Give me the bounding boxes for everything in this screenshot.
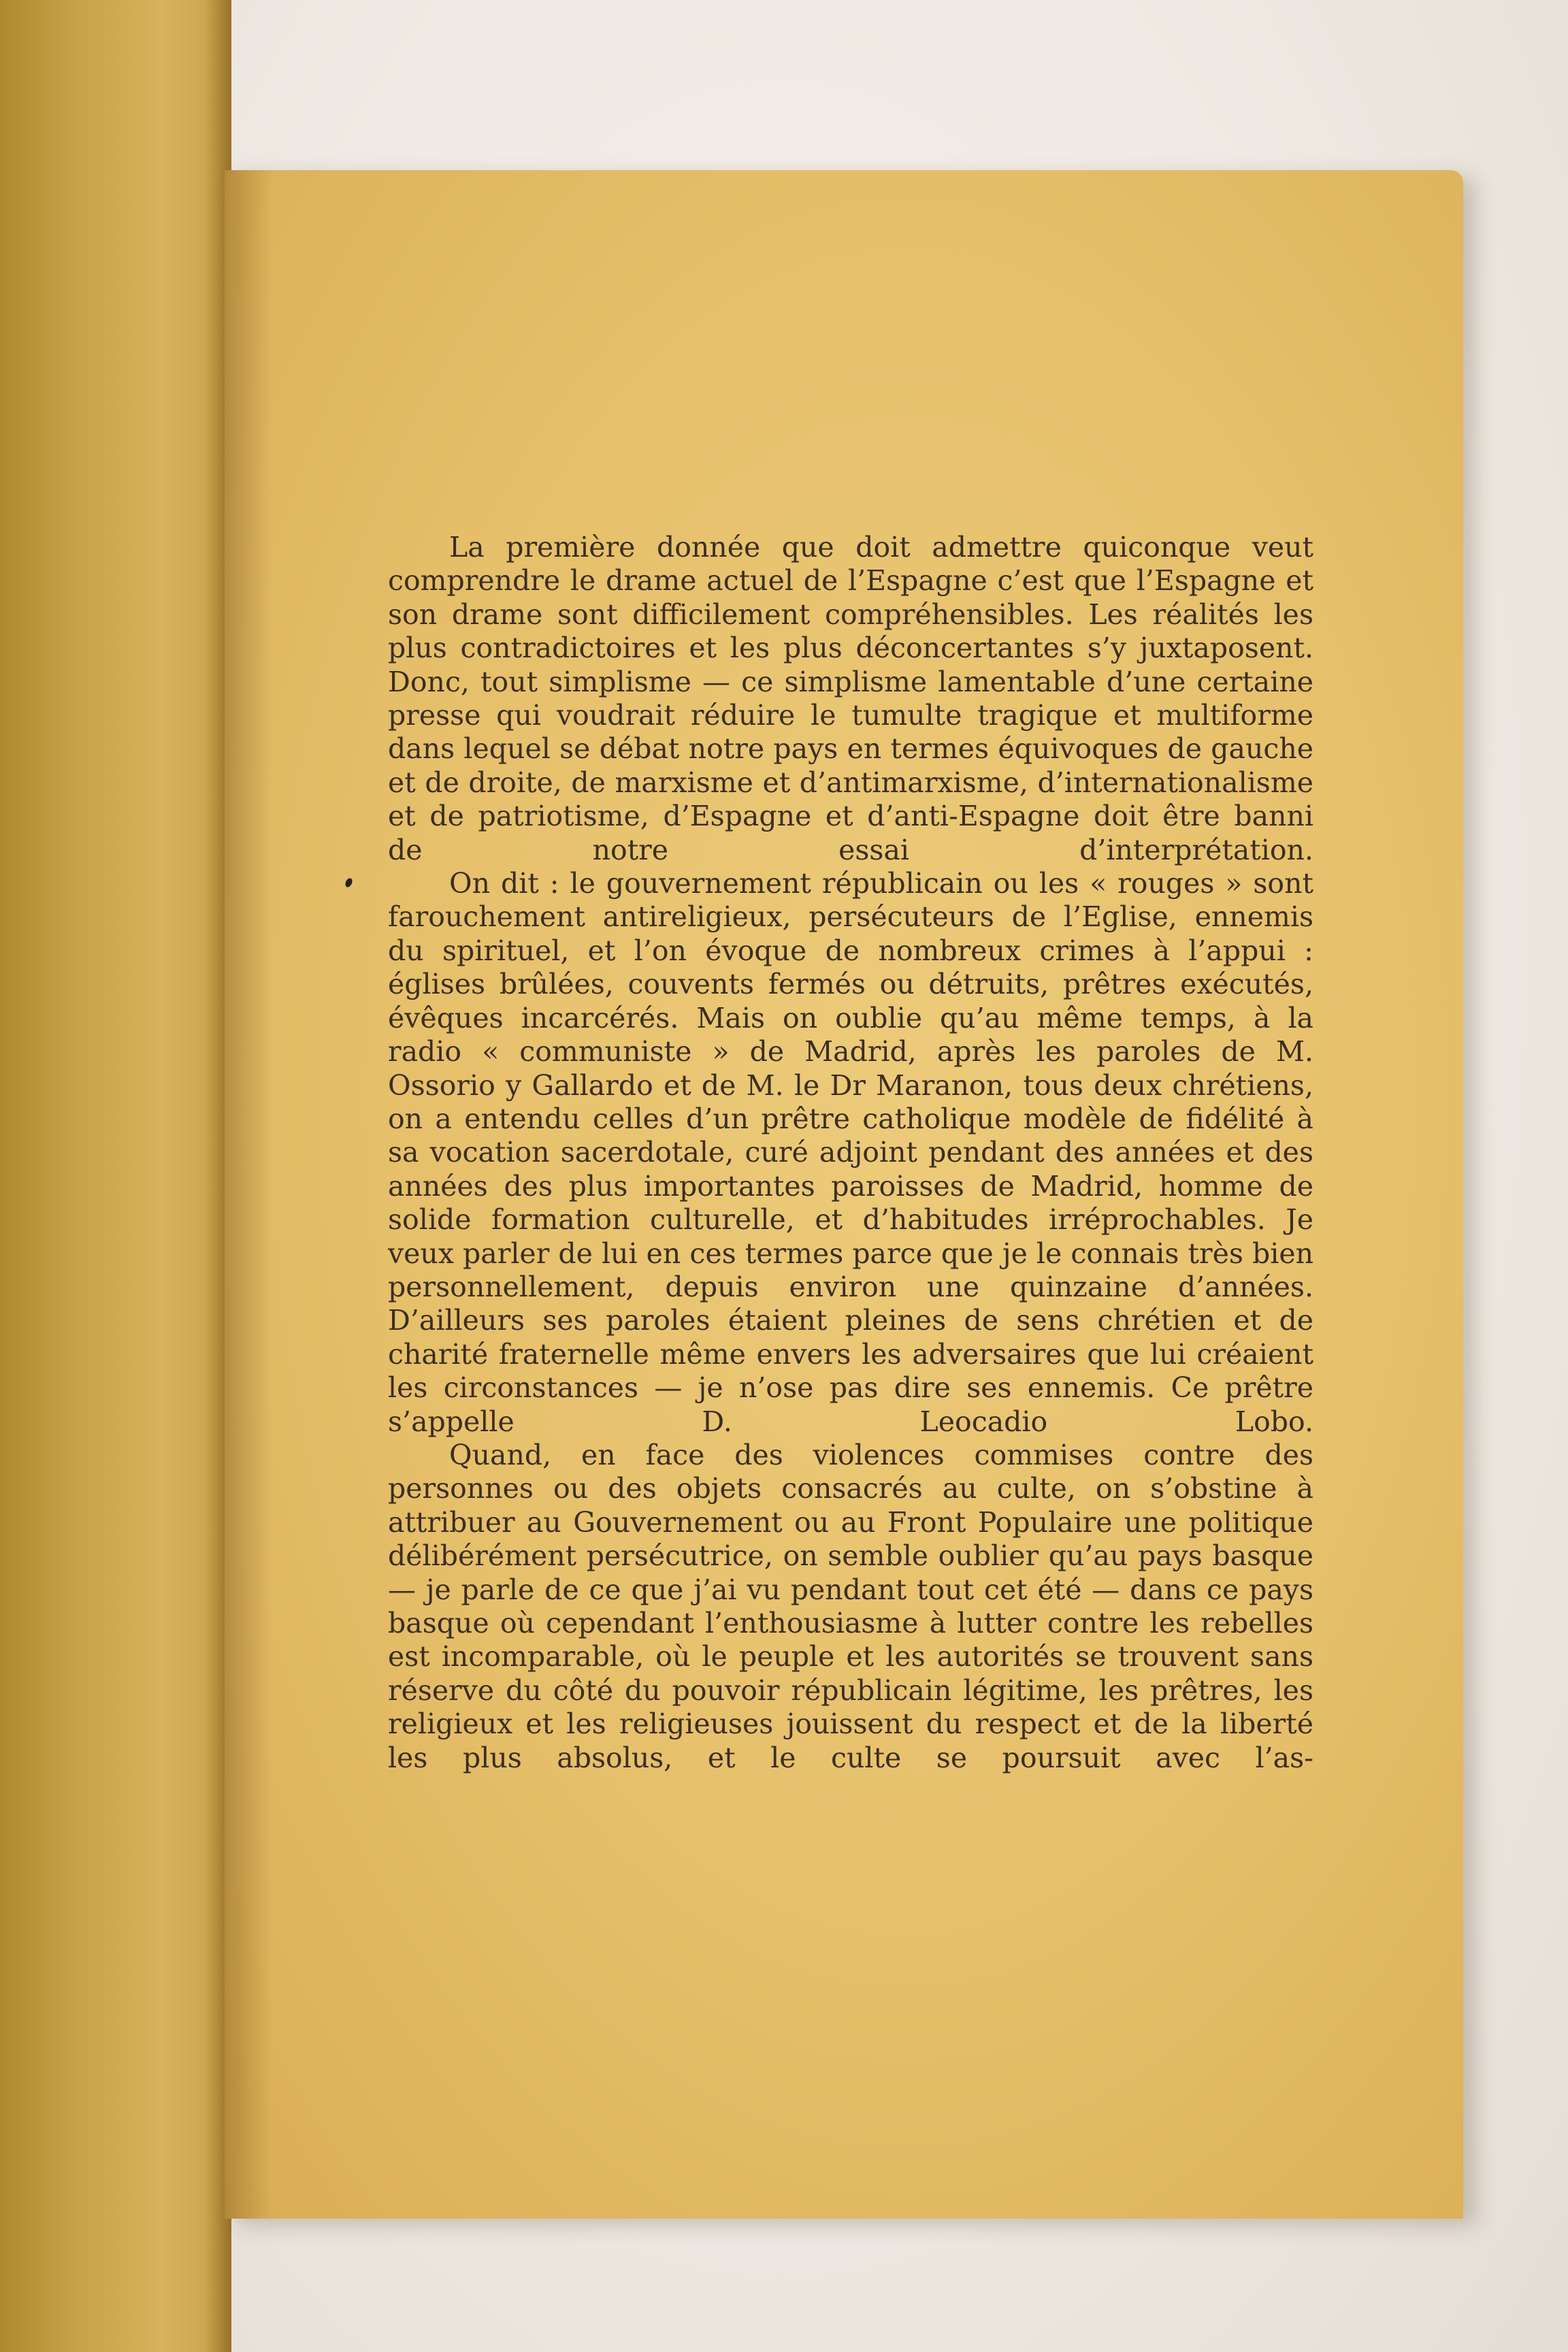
paragraph-1: La première donnée que doit admettre quiconque veut comprendre le drame actuel de l’Espagne c’est que l’Espagne et son drame sont difficilement compréhensibles. Les réalités les plus contradictoires et les plus déconcertantes s’y juxtaposent. Donc, tout simplisme — ce simplisme lamentable d’une certaine presse qui voudrait réduire le tumulte tragique et multiforme dans lequel se débat notre pays en termes équivoques de gauche et de droite, de marxisme et d’antimarxisme, d’internationalisme et de patriotisme, d’Espagne et d’anti-Espagne doit être banni de notre essai d’interprétation. — [388, 531, 1313, 866]
ink-mark — [344, 877, 353, 888]
book-page — [225, 170, 1463, 2219]
body-text — [388, 531, 1313, 1775]
paragraph-3: Quand, en face des violences commises contre des personnes ou des objets consacrés au culte, on s’obstine à attribuer au Gouvernement ou au Front Populaire une politique délibérément persécutrice, on semble oublier qu’au pays basque — je parle de ce que j’ai vu pendant tout cet été — dans ce pays basque où cependant l’enthousiasme à lutter contre les rebelles est incomparable, où le peuple et les autorités se trouvent sans réserve du côté du pouvoir républicain légitime, les prêtres, les religieux et les religieuses jouissent du respect et de la liberté les plus absolus, et le culte se poursuit avec l’as- — [388, 1438, 1313, 1774]
curled-page-edge — [0, 0, 231, 2352]
paragraph-2: On dit : le gouvernement républicain ou les « rouges » sont farouchement antireligieux, persécuteurs de l’Eglise, ennemis du spirituel, et l’on évoque de nombreux crimes à l’appui : églises brûlées, couvents fermés ou détruits, prêtres exécutés, évêques incarcérés. Mais on oublie qu’au même temps, à la radio « communiste » de Madrid, après les paroles de M. Ossorio y Gallardo et de M. le Dr Maranon, tous deux chrétiens, on a entendu celles d’un prêtre catholique modèle de fidélité à sa vocation sacerdotale, curé adjoint pendant des années et des années des plus importantes paroisses de Madrid, homme de solide formation culturelle, et d’habitudes irréprochables. Je veux parler de lui en ces termes parce que je le connais très bien personnellement, depuis environ une quinzaine d’années. D’ailleurs ses paroles étaient pleines de sens chrétien et de charité fraternelle même envers les adversaires que lui créaient les circonstances — je n’ose pas dire ses ennemis. Ce prêtre s’appelle D. Leocadio Lobo. — [388, 867, 1313, 1438]
